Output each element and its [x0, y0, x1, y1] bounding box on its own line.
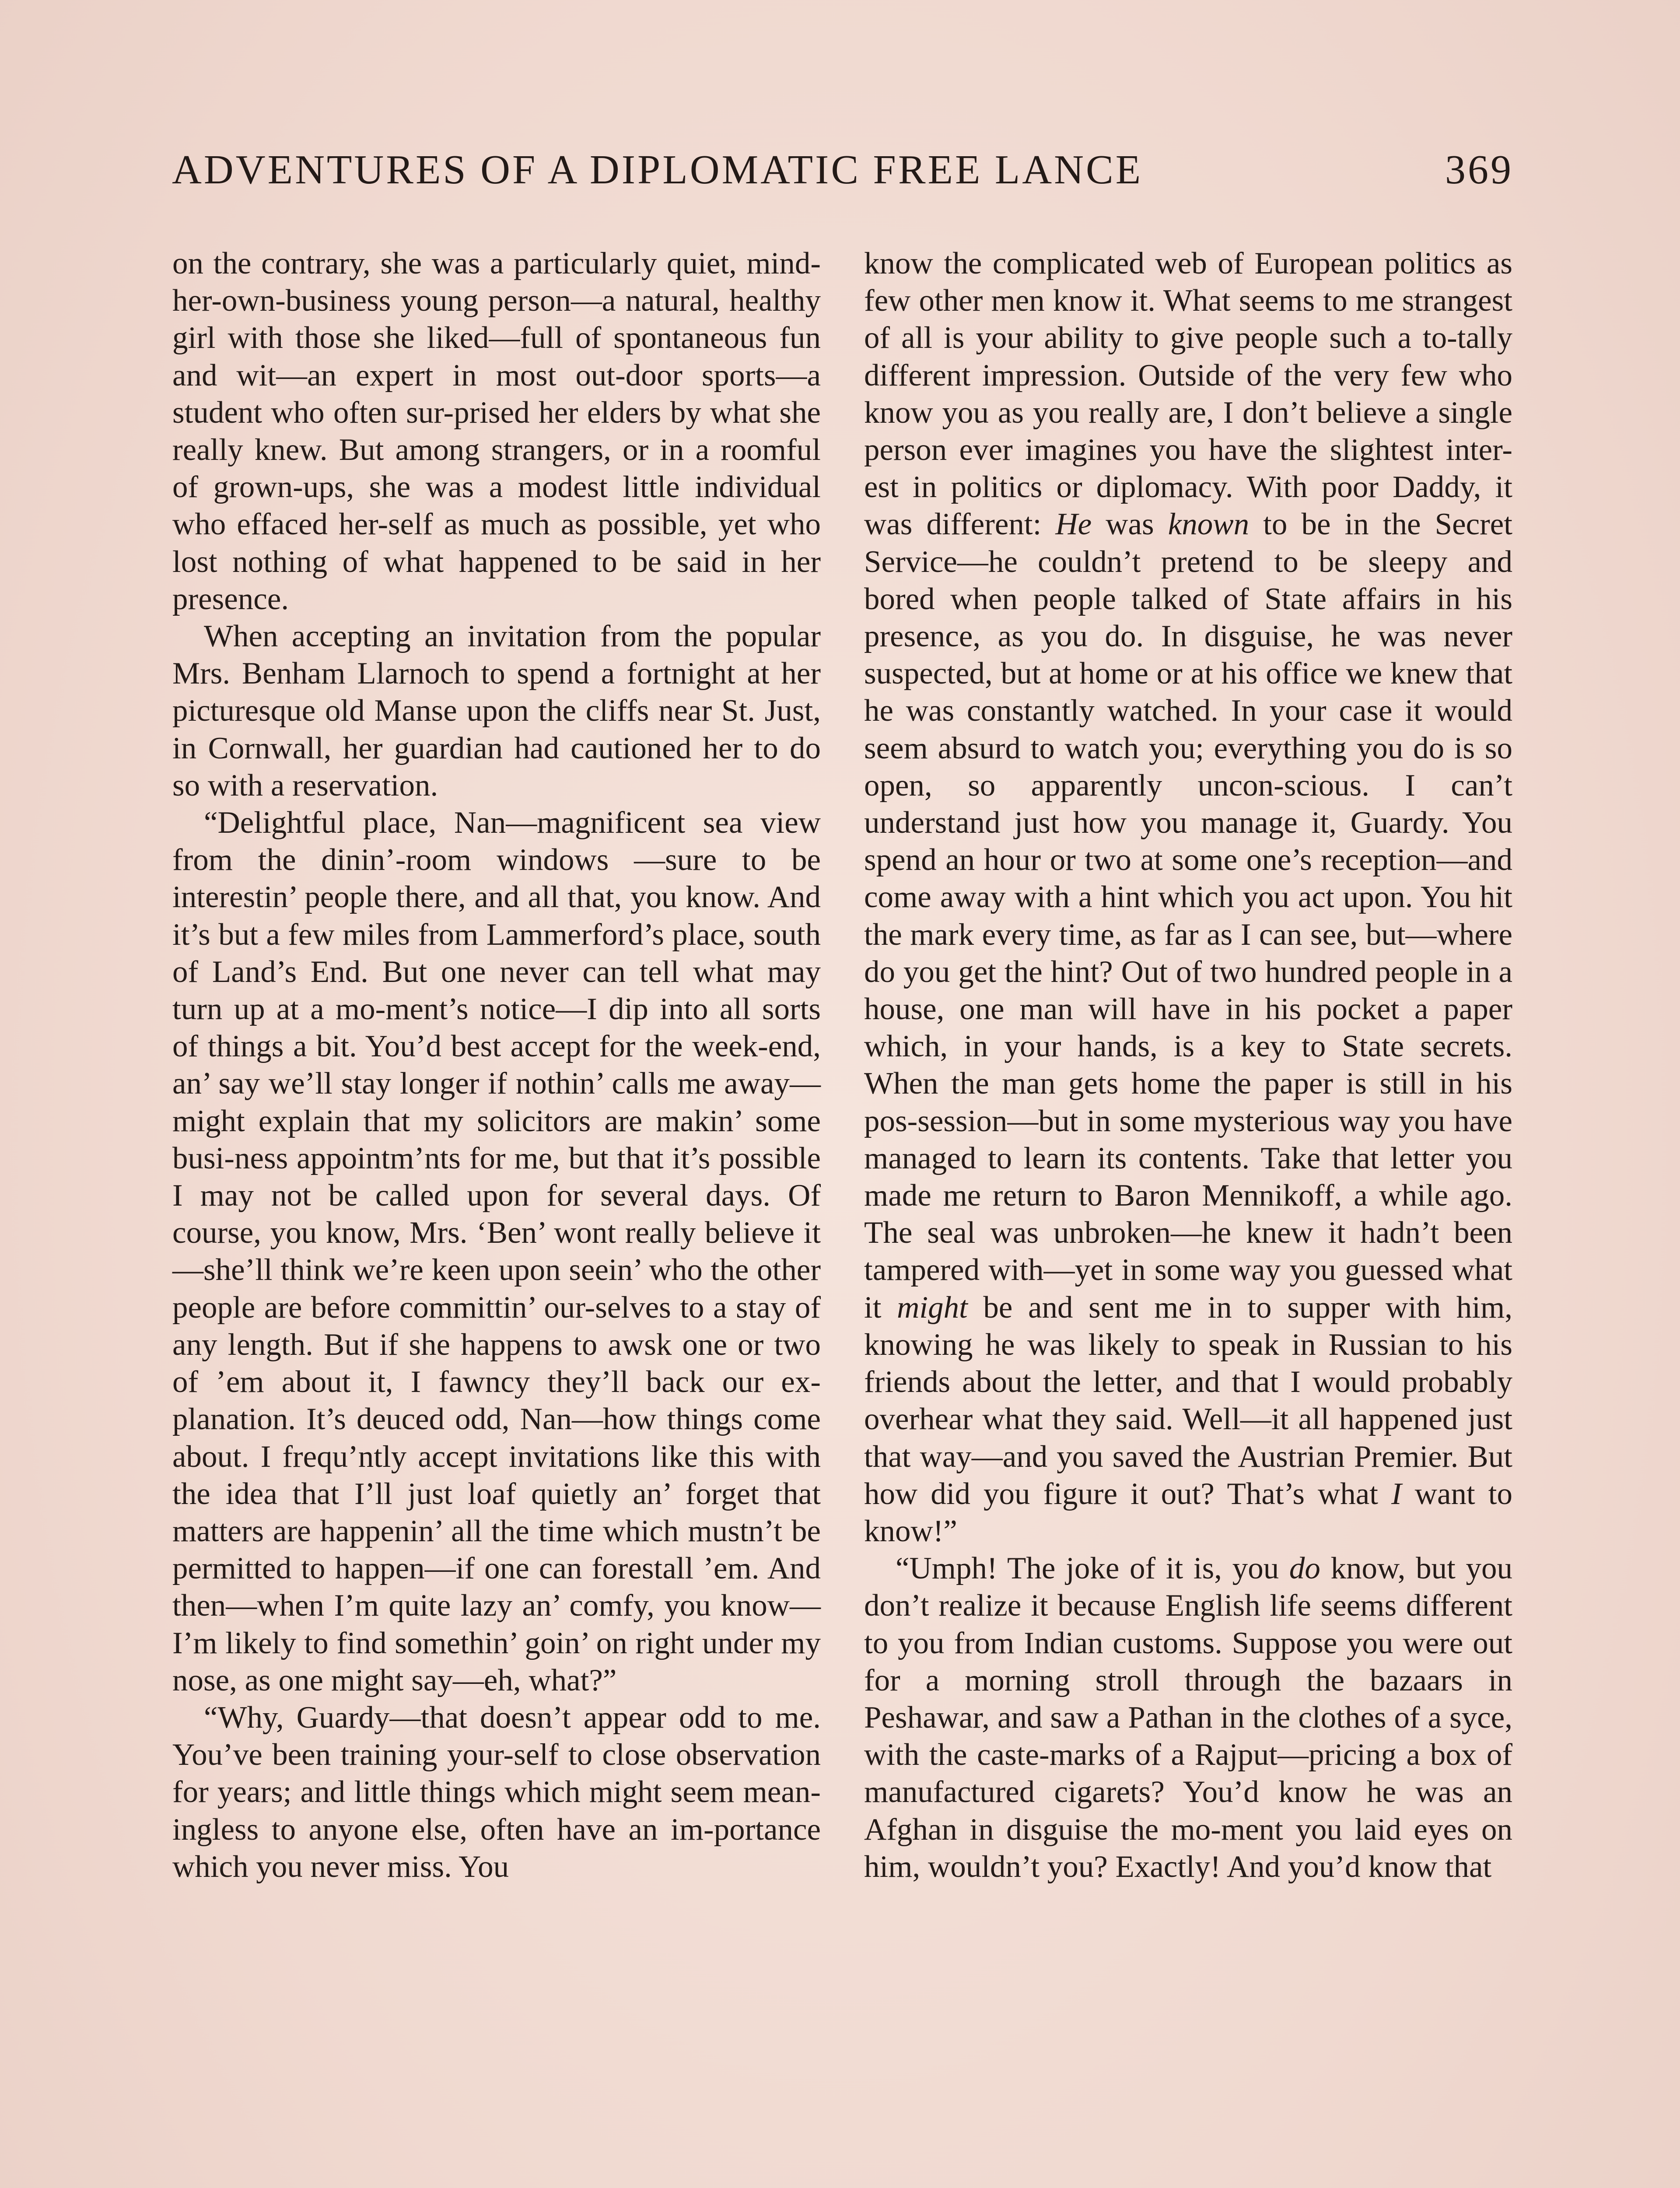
- text-run: know the complicated web of European politics as few other men know it. What seems to me strangest of all is your ability to give people such a to-tally different impression. Outside of the very few who know you as you really are, I don’t believe a single person ever imagines you have the slightest inter-est in politics or diplomacy. With poor Daddy, it was different:: [864, 246, 1512, 542]
- italic-text: I: [1391, 1476, 1402, 1511]
- italic-text: might: [897, 1290, 968, 1325]
- text-run: “Umph! The joke of it is, you: [896, 1551, 1289, 1586]
- left-column: [172, 245, 821, 1886]
- paragraph: When accepting an invitation from the popular Mrs. Benham Llarnoch to spend a fortnight at her picturesque old Manse upon the cliffs near St. Just, in Cornwall, her guardian had cautioned her to do so with a reservation.: [172, 619, 821, 803]
- italic-text: do: [1289, 1551, 1320, 1586]
- text-run: to be in the Secret Service—he couldn’t pretend to be sleepy and bored when people talked of State affairs in his presence, as you do. In disguise, he was never suspected, but at home or at his office we knew that he was constantly watched. In your case it would seem absurd to watch you; everything you do is so open, so apparently uncon-scious. I can’t understand just how you manage it, Guardy. You spend an hour or two at some one’s reception—and come away with a hint which you act upon. You hit the mark every time, as far as I can see, but—where do you get the hint? Out of two hundred people in a house, one man will have in his pocket a paper which, in your hands, is a key to State secrets. When the man gets home the paper is still in his pos-session—but in some mysterious way you have managed to learn its contents. Take that letter you made me return to Baron Mennikoff, a while ago. The seal was unbroken—he knew it hadn’t been tampered with—yet in some way you guessed what it: [864, 507, 1512, 1325]
- text-run: know, but you don’t realize it because English life seems different to you from Indian customs. Suppose you were out for a morning stroll through the bazaars in Peshawar, and saw a Pathan in the clothes of a syce, with the caste-marks of a Rajput—pricing a box of manufactured cigarets? You’d know he was an Afghan in disguise the mo-ment you laid eyes on him, wouldn’t you? Exactly! And you’d know that: [864, 1551, 1512, 1884]
- italic-text: known: [1168, 507, 1250, 542]
- paragraph: [864, 245, 1512, 1550]
- paragraph: [864, 1550, 1512, 1886]
- right-column: [864, 245, 1512, 1886]
- paragraph: on the contrary, she was a particularly quiet, mind-her-own-business young person—a natural, healthy girl with those she liked—full of spontaneous fun and wit—an expert in most out-door sports—a student who often sur-prised her elders by what she really knew. But among strangers, or in a roomful of grown-ups, she was a modest little individual who effaced her-self as much as possible, yet who lost nothing of what happened to be said in her presence.: [172, 246, 821, 616]
- text-run: was: [1092, 507, 1168, 542]
- page-number: 369: [1445, 147, 1513, 193]
- text-run: be and sent me in to supper with him, knowing he was likely to speak in Russian to his friends about the letter, and that I would probably overhear what they said. Well—it all happened just that way—and you saved the Austrian Premier. But how did you figure it out? That’s what: [864, 1290, 1512, 1511]
- paragraph: “Delightful place, Nan—magnificent sea view from the dinin’-room windows —sure to be interestin’ people there, and all that, you know. And it’s but a few miles from Lammerford’s place, south of Land’s End. But one never can tell what may turn up at a mo-ment’s notice—I dip into all sorts of things a bit. You’d best accept for the week-end, an’ say we’ll stay longer if nothin’ calls me away—might explain that my solicitors are makin’ some busi-ness appointm’nts for me, but that it’s possible I may not be called upon for several days. Of course, you know, Mrs. ‘Ben’ wont really believe it—she’ll think we’re keen upon seein’ who the other people are before committin’ our-selves to a stay of any length. But if she happens to awsk one or two of ’em about it, I fawncy they’ll back our ex-planation. It’s deuced odd, Nan—how things come about. I frequ’ntly accept invitations like this with the idea that I’ll just loaf quietly an’ forget that matters are happenin’ all the time which mustn’t be permitted to happen—if one can forestall ’em. And then—when I’m quite lazy an’ comfy, you know—I’m likely to find somethin’ goin’ on right under my nose, as one might say—eh, what?”: [172, 806, 821, 1697]
- running-head: [172, 146, 1513, 199]
- paragraph: “Why, Guardy—that doesn’t appear odd to me. You’ve been training your-self to close observation for years; and little things which might seem mean-ingless to anyone else, often have an im-portance which you never miss. You: [172, 1700, 821, 1884]
- running-head-title: ADVENTURES OF A DIPLOMATIC FREE LANCE: [172, 147, 1143, 193]
- italic-text: He: [1055, 507, 1092, 542]
- text-run: want to know!”: [864, 1476, 1512, 1548]
